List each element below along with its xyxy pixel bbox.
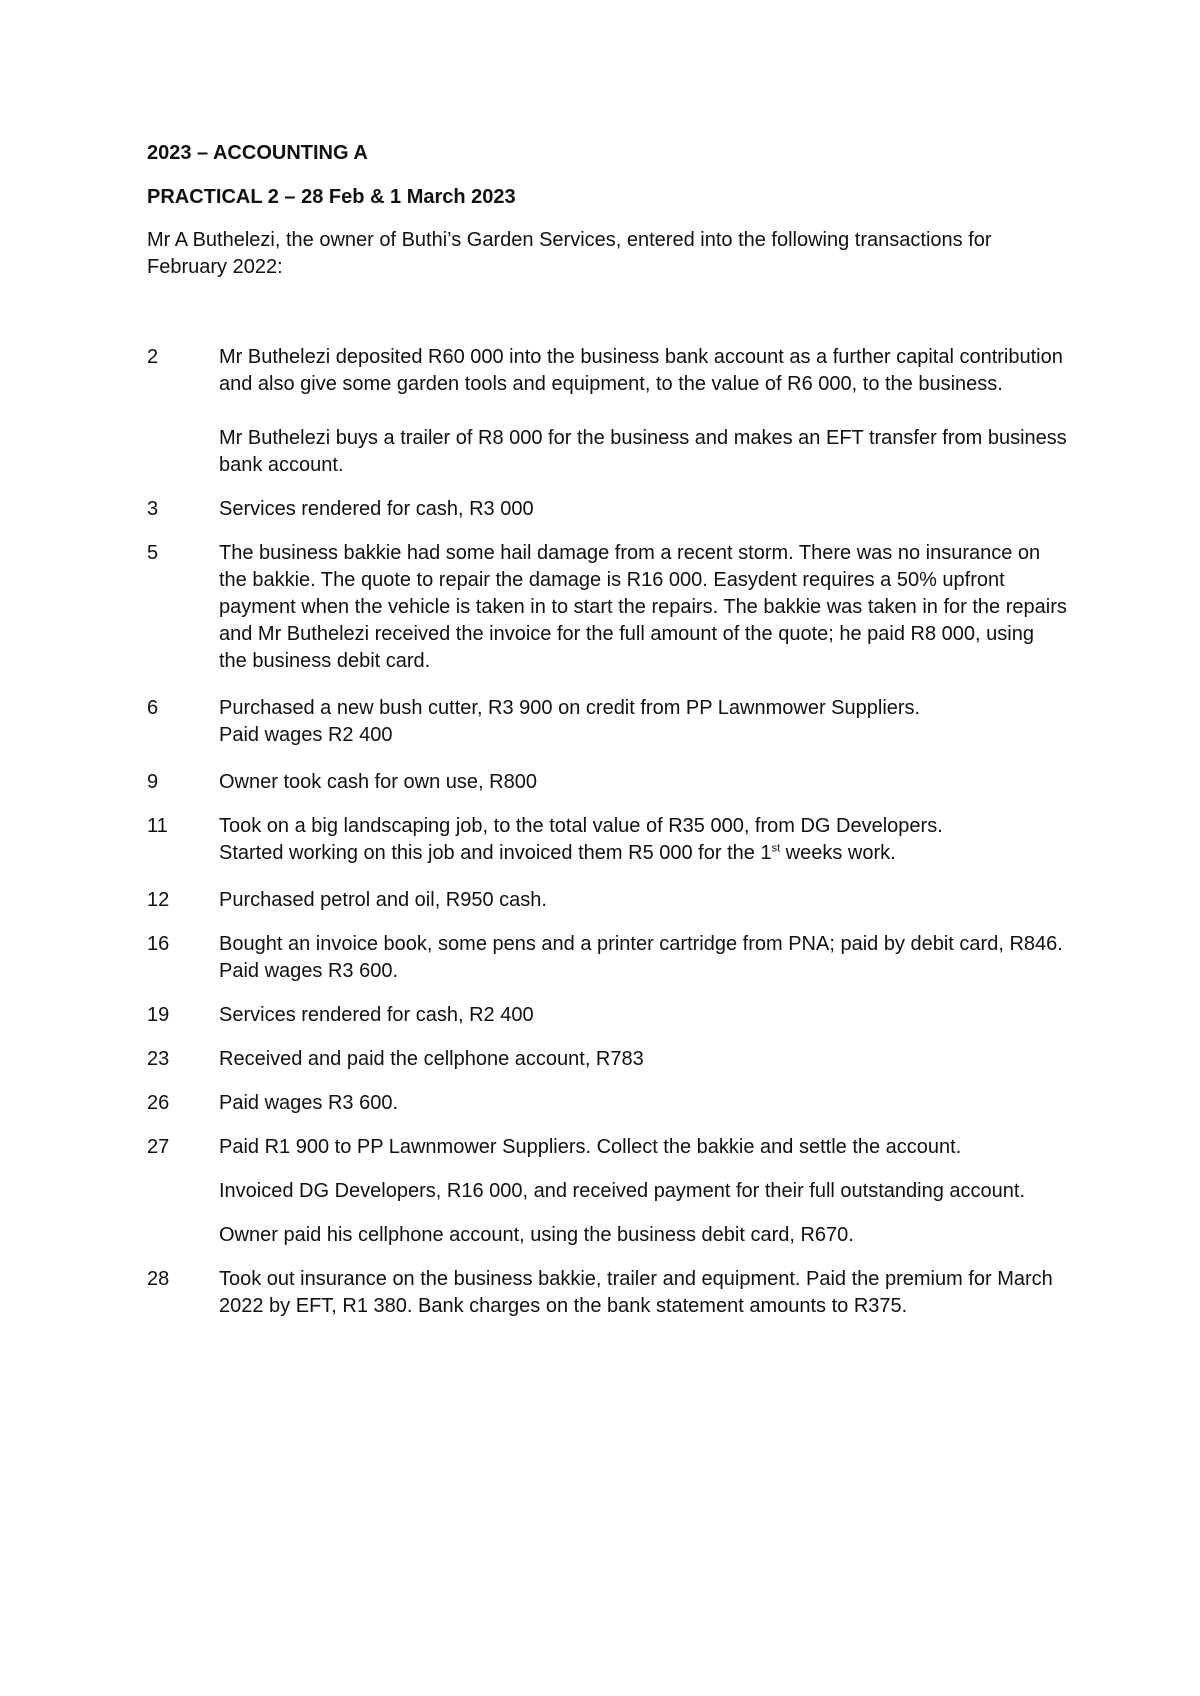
transaction-body: [219, 813, 1067, 867]
transaction-text: Bought an invoice book, some pens and a printer cartridge from PNA; paid by debit card, R846. Paid wages R3 600.: [219, 933, 1063, 982]
transaction-entry: [147, 695, 1067, 749]
transaction-text: Services rendered for cash, R3 000: [219, 498, 534, 520]
transaction-entry: [147, 540, 1067, 675]
transaction-day: 5: [147, 542, 159, 564]
transaction-text: Invoiced DG Developers, R16 000, and received payment for their full outstanding account.: [219, 1180, 1026, 1202]
transaction-body: [219, 344, 1067, 479]
transaction-body: [219, 1090, 1067, 1117]
transaction-text: Services rendered for cash, R2 400: [219, 1004, 534, 1026]
transaction-text: Received and paid the cellphone account, R783: [219, 1048, 644, 1070]
intro-paragraph: Mr A Buthelezi, the owner of Buthi’s Garden Services, entered into the following transactions for February 2022:: [147, 229, 992, 278]
transaction-entry: [147, 1090, 1067, 1117]
transaction-entry: [147, 496, 1067, 523]
transaction-entry: [147, 769, 1067, 796]
transaction-entry: [147, 1002, 1067, 1029]
transaction-text: Paid wages R2 400: [219, 724, 393, 746]
transaction-day: 12: [147, 889, 170, 911]
transaction-body: [219, 695, 1067, 749]
transaction-text: Owner took cash for own use, R800: [219, 771, 537, 793]
transaction-day: 11: [147, 815, 168, 837]
transaction-text: Purchased petrol and oil, R950 cash.: [219, 889, 547, 911]
transaction-entry: [147, 931, 1067, 985]
transaction-day: 3: [147, 498, 159, 520]
transaction-body: [219, 1002, 1067, 1029]
transaction-text: The business bakkie had some hail damage from a recent storm. There was no insurance on the bakkie. The quote to repair the damage is R16 000. Easydent requires a 50% upfront payment when the vehicle is taken in to start the repairs. The bakkie was taken in for the repairs and Mr Buthelezi received the invoice for the full amount of the quote; he paid R8 000, using the business debit card.: [219, 542, 1067, 672]
document-title: 2023 – ACCOUNTING A: [147, 142, 368, 164]
transaction-day: 6: [147, 697, 159, 719]
transaction-entry: [147, 1266, 1067, 1320]
transaction-text-part: Started working on this job and invoiced them R5 000 for the 1: [219, 842, 772, 864]
transaction-entry: [147, 344, 1067, 479]
transaction-text: Paid R1 900 to PP Lawnmower Suppliers. Collect the bakkie and settle the account.: [219, 1136, 962, 1158]
transaction-text: Took out insurance on the business bakkie, trailer and equipment. Paid the premium for March 2022 by EFT, R1 380. Bank charges on the bank statement amounts to R375.: [219, 1268, 1053, 1317]
transaction-text: Paid wages R3 600.: [219, 1092, 399, 1114]
transaction-body: [219, 1266, 1067, 1320]
transaction-text: Mr Buthelezi deposited R60 000 into the business bank account as a further capital contribution and also give some garden tools and equipment, to the value of R6 000, to the business.: [219, 346, 1063, 395]
transaction-body: [219, 1134, 1067, 1249]
transaction-text: Purchased a new bush cutter, R3 900 on credit from PP Lawnmower Suppliers.: [219, 697, 921, 719]
transaction-text: Mr Buthelezi buys a trailer of R8 000 for the business and makes an EFT transfer from business bank account.: [219, 427, 1067, 476]
transaction-text: Owner paid his cellphone account, using the business debit card, R670.: [219, 1224, 854, 1246]
transaction-day: 28: [147, 1268, 170, 1290]
transaction-day: 23: [147, 1048, 170, 1070]
transaction-day: 9: [147, 771, 159, 793]
transaction-entry: [147, 813, 1067, 867]
transaction-body: [219, 496, 1067, 523]
document-page: [147, 140, 1067, 1320]
transaction-day: 2: [147, 346, 159, 368]
transaction-text: Took on a big landscaping job, to the total value of R35 000, from DG Developers.: [219, 815, 943, 837]
transaction-text: [219, 840, 1067, 867]
transaction-day: 16: [147, 933, 170, 955]
transaction-body: [219, 1046, 1067, 1073]
transaction-day: 27: [147, 1136, 170, 1158]
document-subtitle: PRACTICAL 2 – 28 Feb & 1 March 2023: [147, 186, 516, 208]
transaction-day: 19: [147, 1004, 170, 1026]
transaction-text-part: weeks work.: [780, 842, 896, 864]
transaction-day: 26: [147, 1092, 170, 1114]
transaction-entry: [147, 887, 1067, 914]
transaction-entry: [147, 1134, 1067, 1249]
transaction-body: [219, 540, 1067, 675]
ordinal-suffix: st: [771, 842, 781, 855]
transaction-body: [219, 769, 1067, 796]
transaction-body: [219, 887, 1067, 914]
transaction-body: [219, 931, 1067, 985]
transaction-entry: [147, 1046, 1067, 1073]
